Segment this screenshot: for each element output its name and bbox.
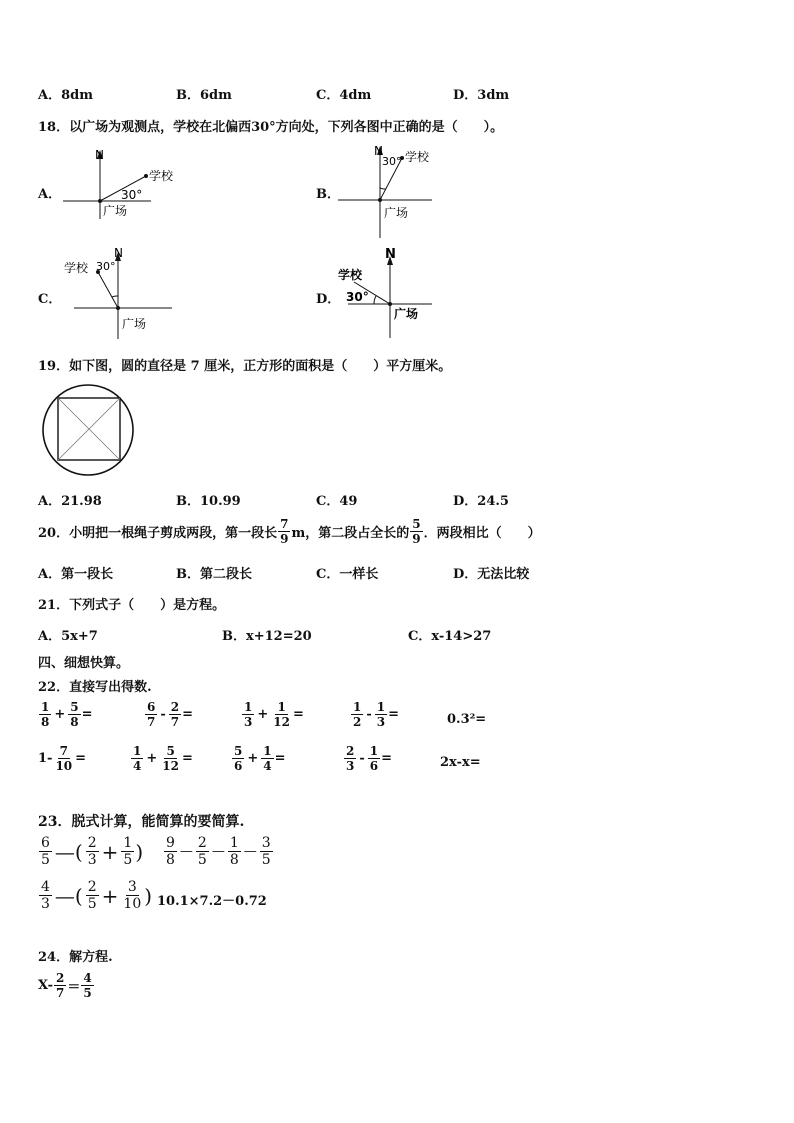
q19-option-b: B．10.99: [176, 494, 241, 509]
svg-text:30°: 30°: [346, 290, 369, 304]
q18-diagram-a: [55, 144, 195, 224]
svg-text:N: N: [374, 144, 383, 158]
q22-expr-r1-5: 0.3²=: [447, 712, 487, 727]
school-label: 学校: [149, 169, 174, 183]
q18-label-b: B．: [316, 187, 340, 202]
q21-option-c: C．x-14>27: [408, 629, 492, 644]
svg-text:学校: 学校: [64, 261, 89, 275]
section-heading: 四、细想快算。: [38, 656, 130, 671]
q23-stem: 23．脱式计算，能简算的要简算.: [38, 814, 245, 830]
q24-equation: X- $\frac{2}{7}$ ＝ $\frac{4}{5}$: [38, 971, 92, 1000]
angle-label: 30°: [121, 188, 143, 202]
q22-expr-r2-3: $\frac{5}{6}$ + $\frac{1}{4}$ =: [234, 744, 286, 773]
square-label: 广场: [103, 204, 128, 218]
q21-stem: 21．下列式子（ ）是方程。: [38, 598, 226, 613]
q18-label-c: C．: [38, 292, 62, 307]
svg-text:N: N: [385, 247, 396, 262]
q19-option-d: D．24.5: [453, 494, 509, 509]
q22-expr-r1-3: $\frac{1}{3}$ + $\frac{1}{12}$ =: [244, 700, 304, 729]
q18-stem: 18．以广场为观测点，学校在北偏西30°方向处，下列各图中正确的是（ ）。: [38, 120, 504, 135]
q18-diagram-b: [330, 140, 440, 240]
q18-label-a: A．: [38, 187, 62, 202]
q20-option-d: D．无法比较: [453, 567, 530, 582]
q20-option-b: B．第二段长: [176, 567, 252, 582]
svg-text:广场: 广场: [122, 317, 147, 331]
q19-option-a: A．21.98: [38, 494, 102, 509]
svg-text:学校: 学校: [338, 268, 363, 282]
q22-expr-r1-4: $\frac{1}{2}$ - $\frac{1}{3}$ =: [353, 700, 400, 729]
q20-option-c: C．一样长: [316, 567, 379, 582]
q20-fraction-second: $\frac{5}{9}$: [412, 517, 421, 546]
svg-text:N: N: [114, 246, 123, 260]
q18-diagram-c: [60, 246, 180, 341]
q18-label-d: D．: [316, 292, 341, 307]
q22-expr-r2-5: 2x-x=: [440, 755, 481, 770]
q21-option-b: B．x+12=20: [222, 629, 312, 644]
q23-expr-1: $\frac{6}{5}$ —( $\frac{2}{3}$ + $\frac{1}{5}$ ): [41, 835, 144, 868]
q17-option-b: B．6dm: [176, 88, 232, 103]
q22-expr-r2-4: $\frac{2}{3}$ - $\frac{1}{6}$ =: [346, 744, 393, 773]
q20-stem: 20．小明把一根绳子剪成两段，第一段长 $\frac{7}{9}$ m，第二段占全长的 $\frac{5}{9}$ ．两段相比（ ）: [38, 517, 541, 546]
svg-text:广场: 广场: [394, 307, 419, 321]
q17-option-d: D．3dm: [453, 88, 510, 103]
svg-text:学校: 学校: [405, 150, 430, 164]
q20-fraction-first: $\frac{7}{9}$: [280, 517, 289, 546]
svg-text:广场: 广场: [384, 206, 409, 220]
q22-stem: 22．直接写出得数.: [38, 680, 152, 695]
svg-text:30°: 30°: [382, 155, 402, 168]
q19-stem: 19．如下图，圆的直径是 7 厘米，正方形的面积是（ ）平方厘米。: [38, 359, 452, 374]
q17-option-c: C．4dm: [316, 88, 372, 103]
q23-expr-2: $\frac{9}{8}$ — $\frac{2}{5}$ — $\frac{1}{8}$ — $\frac{3}{5}$: [166, 835, 271, 868]
q22-expr-r1-1: $\frac{1}{8}$ + $\frac{5}{8}$ =: [41, 700, 93, 729]
north-label: N: [95, 148, 104, 162]
q22-expr-r1-2: $\frac{6}{7}$ - $\frac{2}{7}$ =: [147, 700, 194, 729]
q22-expr-r2-1: 1- $\frac{7}{10}$ =: [38, 744, 87, 773]
q23-expr-3: $\frac{4}{3}$ —( $\frac{2}{5}$ + $\frac{3}{10}$ ): [41, 879, 153, 912]
q23-expr-4: 10.1×7.2－0.72: [157, 894, 267, 909]
q19-circle-square-figure: [40, 382, 136, 478]
svg-text:30°: 30°: [96, 260, 116, 273]
q17-option-a: A．8dm: [38, 88, 93, 103]
q18-diagram-d: [330, 244, 440, 339]
q22-expr-r2-2: $\frac{1}{4}$ + $\frac{5}{12}$ =: [133, 744, 193, 773]
q24-stem: 24．解方程.: [38, 950, 113, 965]
q20-option-a: A．第一段长: [38, 567, 114, 582]
q21-option-a: A．5x+7: [38, 629, 98, 644]
q19-option-c: C．49: [316, 494, 358, 509]
